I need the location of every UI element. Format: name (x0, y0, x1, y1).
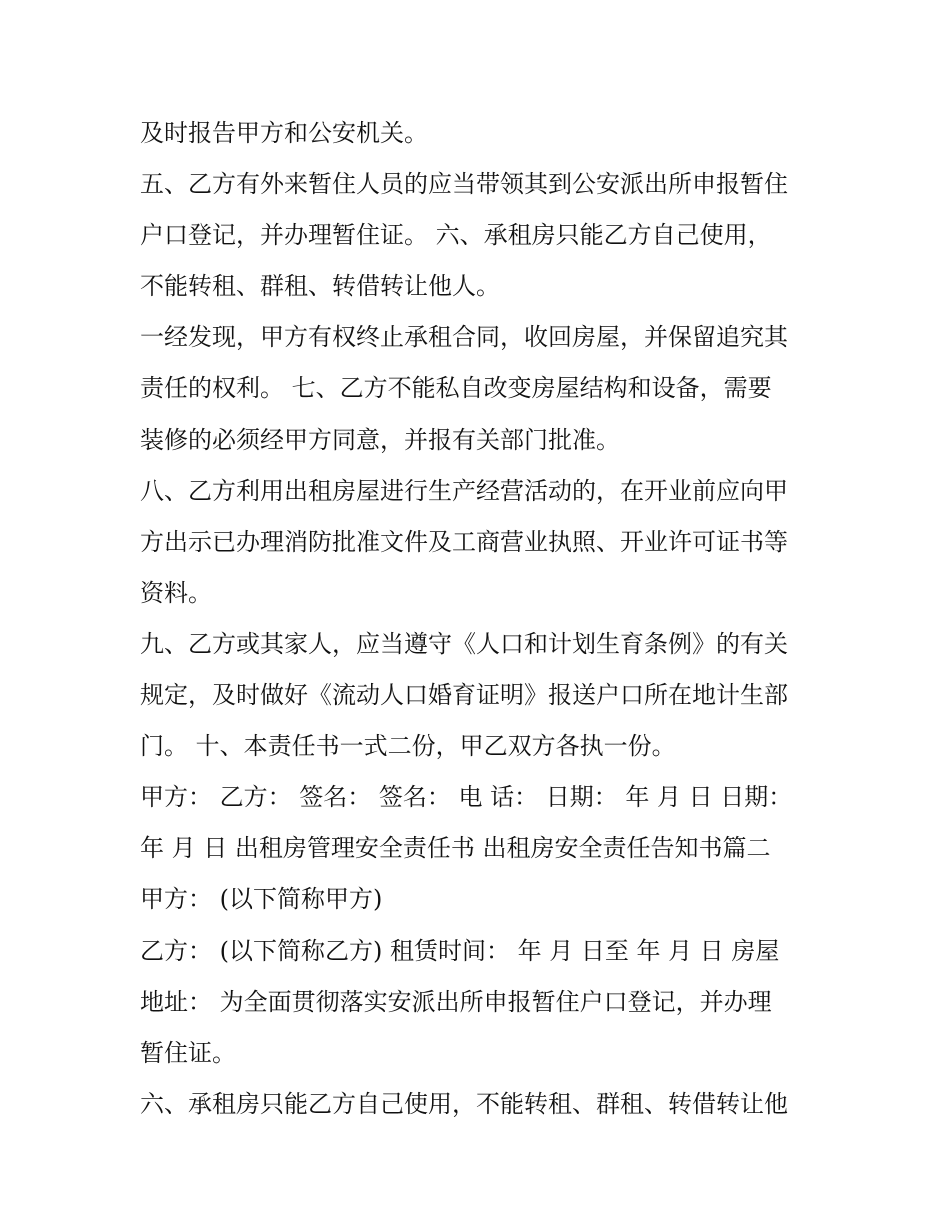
text-line: 户口登记，并办理暂住证。 六、承租房只能乙方自己使用， (140, 221, 772, 250)
text-line: 甲方： 乙方： 签名： 签名： 电 话： 日期： 年 月 日 日期： (140, 783, 793, 812)
text-line: 规定，及时做好《流动人口婚育证明》报送户口所在地计生部 (140, 681, 788, 710)
text-line: 年 月 日 出租房管理安全责任书 出租房安全责任告知书篇二 (140, 834, 771, 863)
text-line: 门。 十、本责任书一式二份，甲乙双方各执一份。 (140, 732, 676, 761)
text-line: 资料。 (140, 578, 212, 607)
text-line: 甲方： (以下简称甲方) (140, 885, 383, 914)
text-line: 方出示已办理消防批准文件及工商营业执照、开业许可证书等 (140, 527, 788, 556)
text-line: 九、乙方或其家人，应当遵守《人口和计划生育条例》的有关 (140, 629, 788, 658)
text-line: 暂住证。 (140, 1038, 236, 1067)
text-line: 责任的权利。 七、乙方不能私自改变房屋结构和设备，需要 (140, 374, 772, 403)
text-line: 不能转租、群租、转借转让他人。 (140, 272, 500, 301)
text-line: 地址： 为全面贯彻落实安派出所申报暂住户口登记，并办理 (140, 987, 772, 1016)
text-line: 装修的必须经甲方同意，并报有关部门批准。 (140, 425, 620, 454)
text-line: 乙方： (以下简称乙方) 租赁时间： 年 月 日至 年 月 日 房屋 (140, 936, 780, 965)
text-line: 八、乙方利用出租房屋进行生产经营活动的，在开业前应向甲 (140, 476, 788, 505)
text-line: 五、乙方有外来暂住人员的应当带领其到公安派出所申报暂住 (140, 170, 788, 199)
text-line: 六、承租房只能乙方自己使用，不能转租、群租、转借转让他 (140, 1089, 788, 1118)
text-line: 及时报告甲方和公安机关。 (140, 119, 428, 147)
document-page (140, 108, 820, 1130)
text-line: 一经发现，甲方有权终止承租合同，收回房屋，并保留追究其 (140, 323, 788, 352)
